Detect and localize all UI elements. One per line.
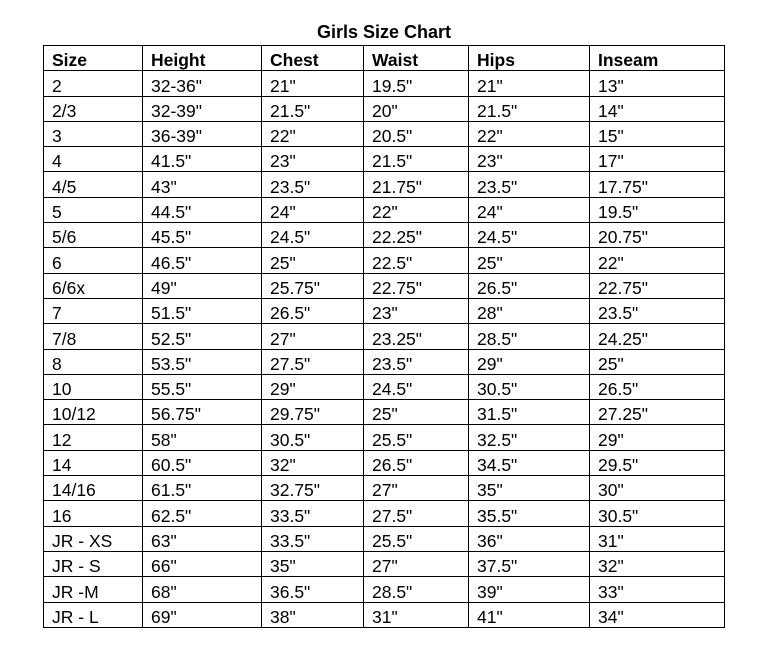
cell-size: 3 xyxy=(44,121,143,146)
cell-size: 5/6 xyxy=(44,223,143,248)
cell-inseam: 23.5" xyxy=(590,298,725,323)
cell-hips: 21.5" xyxy=(469,96,590,121)
cell-size: JR - L xyxy=(44,602,143,627)
cell-size: JR - S xyxy=(44,551,143,576)
cell-size: 10/12 xyxy=(44,400,143,425)
cell-waist: 27" xyxy=(364,476,469,501)
cell-height: 45.5" xyxy=(143,223,262,248)
table-row xyxy=(44,147,725,172)
cell-waist: 20.5" xyxy=(364,121,469,146)
cell-size: 8 xyxy=(44,349,143,374)
cell-hips: 23.5" xyxy=(469,172,590,197)
cell-height: 58" xyxy=(143,425,262,450)
cell-hips: 25" xyxy=(469,248,590,273)
table-row xyxy=(44,476,725,501)
table-row xyxy=(44,197,725,222)
cell-height: 63" xyxy=(143,526,262,551)
cell-size: 6 xyxy=(44,248,143,273)
cell-waist: 22" xyxy=(364,197,469,222)
cell-height: 32-39" xyxy=(143,96,262,121)
cell-waist: 25.5" xyxy=(364,425,469,450)
table-row xyxy=(44,551,725,576)
chart-title: Girls Size Chart xyxy=(316,22,452,42)
cell-inseam: 19.5" xyxy=(590,197,725,222)
cell-hips: 24" xyxy=(469,197,590,222)
cell-waist: 27" xyxy=(364,551,469,576)
cell-hips: 35" xyxy=(469,476,590,501)
cell-waist: 23.5" xyxy=(364,349,469,374)
cell-chest: 26.5" xyxy=(262,298,364,323)
cell-height: 43" xyxy=(143,172,262,197)
cell-size: 10 xyxy=(44,374,143,399)
cell-height: 49" xyxy=(143,273,262,298)
cell-inseam: 26.5" xyxy=(590,374,725,399)
cell-size: 16 xyxy=(44,501,143,526)
cell-hips: 32.5" xyxy=(469,425,590,450)
cell-size: 6/6x xyxy=(44,273,143,298)
cell-height: 66" xyxy=(143,551,262,576)
table-row xyxy=(44,374,725,399)
column-header-inseam: Inseam xyxy=(590,46,725,71)
cell-chest: 22" xyxy=(262,121,364,146)
cell-chest: 38" xyxy=(262,602,364,627)
cell-inseam: 27.25" xyxy=(590,400,725,425)
table-row xyxy=(44,121,725,146)
cell-height: 32-36" xyxy=(143,71,262,96)
cell-height: 53.5" xyxy=(143,349,262,374)
cell-chest: 29.75" xyxy=(262,400,364,425)
cell-chest: 24.5" xyxy=(262,223,364,248)
column-header-height: Height xyxy=(143,46,262,71)
cell-inseam: 32" xyxy=(590,551,725,576)
cell-hips: 28" xyxy=(469,298,590,323)
table-row xyxy=(44,349,725,374)
table-row xyxy=(44,273,725,298)
cell-height: 55.5" xyxy=(143,374,262,399)
cell-height: 36-39" xyxy=(143,121,262,146)
cell-size: 7/8 xyxy=(44,324,143,349)
table-row xyxy=(44,223,725,248)
cell-chest: 32" xyxy=(262,450,364,475)
cell-inseam: 30" xyxy=(590,476,725,501)
column-header-chest: Chest xyxy=(262,46,364,71)
cell-chest: 30.5" xyxy=(262,425,364,450)
table-row xyxy=(44,425,725,450)
cell-height: 69" xyxy=(143,602,262,627)
cell-inseam: 17.75" xyxy=(590,172,725,197)
cell-waist: 21.5" xyxy=(364,147,469,172)
cell-inseam: 24.25" xyxy=(590,324,725,349)
cell-inseam: 33" xyxy=(590,577,725,602)
cell-chest: 21.5" xyxy=(262,96,364,121)
cell-size: JR -M xyxy=(44,577,143,602)
cell-chest: 24" xyxy=(262,197,364,222)
cell-height: 61.5" xyxy=(143,476,262,501)
cell-hips: 23" xyxy=(469,147,590,172)
cell-height: 46.5" xyxy=(143,248,262,273)
cell-inseam: 15" xyxy=(590,121,725,146)
cell-height: 56.75" xyxy=(143,400,262,425)
cell-chest: 33.5" xyxy=(262,501,364,526)
cell-height: 44.5" xyxy=(143,197,262,222)
cell-height: 62.5" xyxy=(143,501,262,526)
cell-hips: 34.5" xyxy=(469,450,590,475)
cell-waist: 22.75" xyxy=(364,273,469,298)
cell-hips: 29" xyxy=(469,349,590,374)
cell-size: 14 xyxy=(44,450,143,475)
table-row xyxy=(44,501,725,526)
table-row xyxy=(44,324,725,349)
cell-waist: 22.25" xyxy=(364,223,469,248)
cell-height: 52.5" xyxy=(143,324,262,349)
cell-hips: 37.5" xyxy=(469,551,590,576)
table-row xyxy=(44,71,725,96)
cell-waist: 22.5" xyxy=(364,248,469,273)
cell-chest: 32.75" xyxy=(262,476,364,501)
cell-hips: 41" xyxy=(469,602,590,627)
cell-hips: 24.5" xyxy=(469,223,590,248)
table-header xyxy=(44,46,725,71)
cell-chest: 33.5" xyxy=(262,526,364,551)
cell-chest: 36.5" xyxy=(262,577,364,602)
cell-chest: 27.5" xyxy=(262,349,364,374)
table-row xyxy=(44,602,725,627)
cell-inseam: 29" xyxy=(590,425,725,450)
cell-inseam: 14" xyxy=(590,96,725,121)
cell-chest: 23.5" xyxy=(262,172,364,197)
cell-size: 7 xyxy=(44,298,143,323)
cell-hips: 36" xyxy=(469,526,590,551)
cell-waist: 25.5" xyxy=(364,526,469,551)
cell-waist: 23" xyxy=(364,298,469,323)
cell-chest: 27" xyxy=(262,324,364,349)
table-row xyxy=(44,298,725,323)
cell-size: 4/5 xyxy=(44,172,143,197)
cell-waist: 23.25" xyxy=(364,324,469,349)
table-row xyxy=(44,577,725,602)
column-header-hips: Hips xyxy=(469,46,590,71)
size-table xyxy=(43,45,725,628)
cell-size: JR - XS xyxy=(44,526,143,551)
cell-size: 2/3 xyxy=(44,96,143,121)
cell-inseam: 25" xyxy=(590,349,725,374)
column-header-size: Size xyxy=(44,46,143,71)
table-row xyxy=(44,96,725,121)
cell-size: 14/16 xyxy=(44,476,143,501)
cell-chest: 29" xyxy=(262,374,364,399)
cell-inseam: 13" xyxy=(590,71,725,96)
cell-size: 5 xyxy=(44,197,143,222)
cell-chest: 25" xyxy=(262,248,364,273)
cell-inseam: 20.75" xyxy=(590,223,725,248)
cell-waist: 27.5" xyxy=(364,501,469,526)
cell-height: 68" xyxy=(143,577,262,602)
cell-inseam: 22" xyxy=(590,248,725,273)
cell-hips: 31.5" xyxy=(469,400,590,425)
cell-height: 51.5" xyxy=(143,298,262,323)
cell-hips: 21" xyxy=(469,71,590,96)
table-row xyxy=(44,526,725,551)
table-body xyxy=(44,71,725,628)
cell-size: 2 xyxy=(44,71,143,96)
cell-waist: 31" xyxy=(364,602,469,627)
cell-hips: 39" xyxy=(469,577,590,602)
cell-chest: 35" xyxy=(262,551,364,576)
cell-hips: 22" xyxy=(469,121,590,146)
table-row xyxy=(44,450,725,475)
cell-inseam: 17" xyxy=(590,147,725,172)
cell-waist: 24.5" xyxy=(364,374,469,399)
cell-hips: 28.5" xyxy=(469,324,590,349)
cell-size: 4 xyxy=(44,147,143,172)
cell-size: 12 xyxy=(44,425,143,450)
table-row xyxy=(44,248,725,273)
cell-inseam: 34" xyxy=(590,602,725,627)
cell-waist: 21.75" xyxy=(364,172,469,197)
cell-inseam: 31" xyxy=(590,526,725,551)
column-header-waist: Waist xyxy=(364,46,469,71)
cell-waist: 20" xyxy=(364,96,469,121)
cell-chest: 25.75" xyxy=(262,273,364,298)
cell-hips: 30.5" xyxy=(469,374,590,399)
table-row xyxy=(44,400,725,425)
cell-inseam: 30.5" xyxy=(590,501,725,526)
cell-height: 60.5" xyxy=(143,450,262,475)
cell-hips: 26.5" xyxy=(469,273,590,298)
cell-waist: 26.5" xyxy=(364,450,469,475)
header-row xyxy=(44,46,725,71)
cell-waist: 28.5" xyxy=(364,577,469,602)
cell-hips: 35.5" xyxy=(469,501,590,526)
cell-inseam: 22.75" xyxy=(590,273,725,298)
cell-waist: 19.5" xyxy=(364,71,469,96)
cell-chest: 21" xyxy=(262,71,364,96)
cell-chest: 23" xyxy=(262,147,364,172)
cell-inseam: 29.5" xyxy=(590,450,725,475)
cell-waist: 25" xyxy=(364,400,469,425)
cell-height: 41.5" xyxy=(143,147,262,172)
table-row xyxy=(44,172,725,197)
